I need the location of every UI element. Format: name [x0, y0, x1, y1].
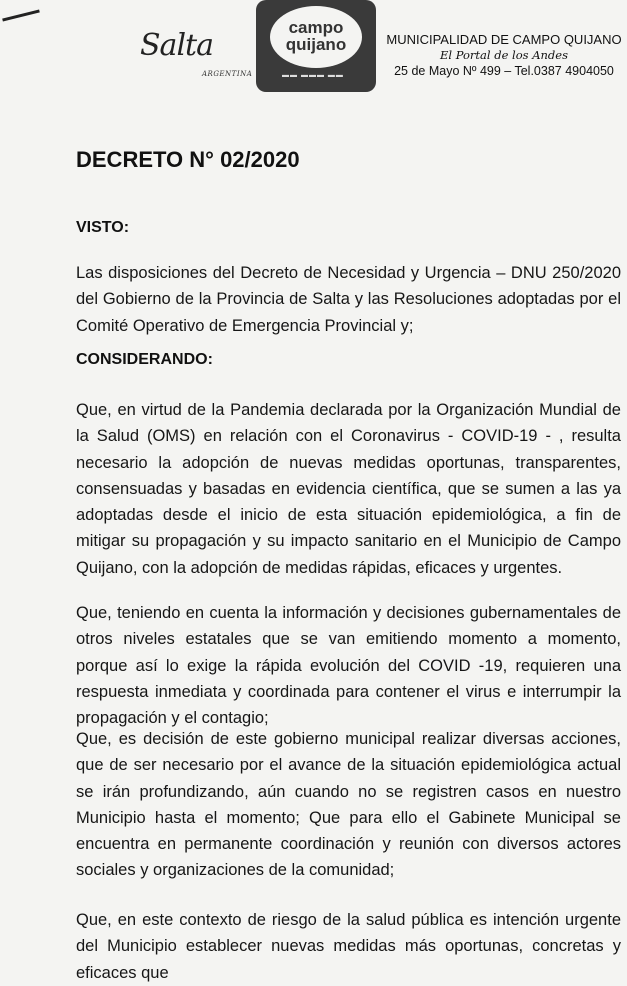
municipality-address: 25 de Mayo Nº 499 – Tel.0387 4904050: [394, 64, 614, 78]
municipality-name: MUNICIPALIDAD DE CAMPO QUIJANO: [386, 32, 622, 47]
considerando-heading: CONSIDERANDO:: [76, 351, 213, 368]
logo-text-quijano: quijano: [285, 35, 347, 54]
decree-title: DECRETO N° 02/2020: [76, 147, 300, 172]
visto-heading: VISTO:: [76, 219, 130, 236]
campo-quijano-logo: [256, 0, 376, 92]
salta-logo-subtitle: ARGENTINA: [202, 70, 253, 78]
considerando-paragraph-1: Que, en virtud de la Pandemia declarada por la Organización Mundial de la Salud (OMS) en relación con el Coronavirus - COVID-19 - , resulta necesario la adopción de nuevas medidas oportunas, transparentes, consensuadas y basadas en evidencia científica, que se sumen a las ya adoptadas desde el inicio de esta situación epidemiológica, a fin de mitigar su propagación y su impacto sanitario en el Municipio de Campo Quijano, con la adopción de medidas rápidas, eficaces y urgentes.: [76, 401, 621, 577]
pen-stroke-mark: [2, 9, 40, 21]
considerando-paragraph-3: Que, es decisión de este gobierno municipal realizar diversas acciones, que de ser necesario por el avance de la situación epidemiológica actual se irán profundizando, aún cuando no se registren casos en nuestro Municipio hasta el momento; Que para ello el Gabinete Municipal se encuentra en permanente coordinación y reunión con diversos actores sociales y organizaciones de la comunidad;: [76, 730, 621, 880]
salta-logo-word: Salta: [140, 28, 213, 63]
logo-text-campo: campo: [288, 18, 344, 37]
considerando-paragraph-4: Que, en este contexto de riesgo de la salud pública es intención urgente del Municipio establecer nuevas medidas más oportunas, concretas y eficaces que: [76, 911, 621, 982]
municipality-header: [384, 32, 624, 78]
municipality-tagline: El Portal de los Andes: [440, 48, 568, 62]
logo-decoration: ▬▬ ▬▬▬ ▬▬: [282, 72, 344, 79]
visto-paragraph: Las disposiciones del Decreto de Necesidad y Urgencia – DNU 250/2020 del Gobierno de la Provincia de Salta y las Resoluciones adoptadas por el Comité Operativo de Emergencia Provincial y;: [76, 264, 621, 335]
logo-oval: [270, 6, 362, 68]
considerando-paragraph-2: Que, teniendo en cuenta la información y decisiones gubernamentales de otros niveles estatales que se van emitiendo momento a momento, porque así lo exige la rápida evolución del COVID -19, requieren una respuesta inmediata y coordinada para contener el virus e interrumpir la propagación y el contagio;: [76, 604, 621, 728]
salta-logo: [140, 28, 253, 88]
